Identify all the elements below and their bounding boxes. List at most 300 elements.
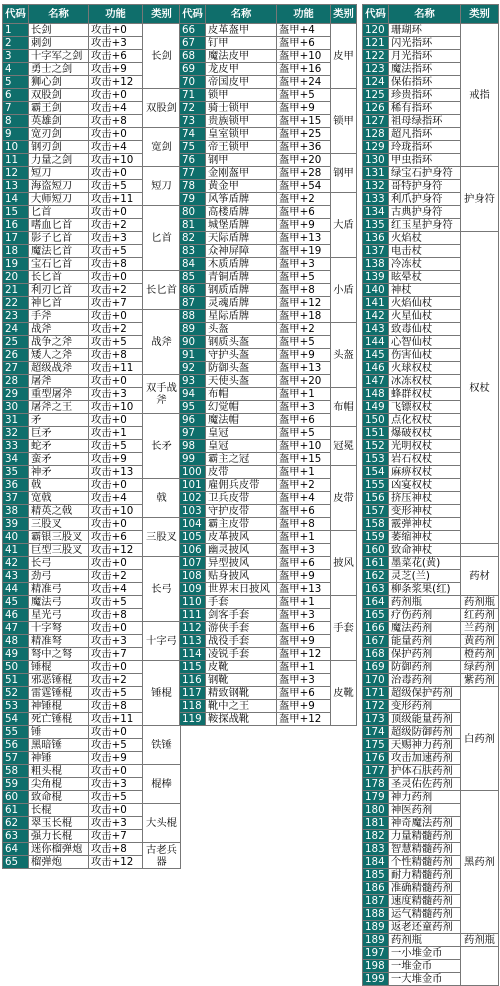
item-name: 短刀	[29, 167, 89, 180]
item-function: 盔甲+1	[277, 596, 331, 609]
category-cell: 皮带	[331, 466, 357, 531]
table-row	[180, 271, 357, 284]
category-cell: 小盾	[331, 258, 357, 323]
item-code: 81	[180, 219, 206, 232]
item-code: 174	[363, 726, 389, 739]
table-row	[180, 258, 357, 271]
table-row	[363, 791, 499, 804]
item-code: 34	[3, 453, 29, 466]
item-name: 钢靴	[206, 674, 277, 687]
item-code: 41	[3, 544, 29, 557]
category-cell: 戟	[143, 479, 181, 518]
item-code: 189	[363, 921, 389, 934]
item-code: 90	[180, 336, 206, 349]
table-row	[180, 375, 357, 388]
item-name: 皇室锁甲	[206, 128, 277, 141]
table-row	[180, 531, 357, 544]
item-name: 保护药剂	[389, 648, 461, 661]
item-name: 皮靴	[206, 661, 277, 674]
item-name: 伤害仙杖	[389, 349, 461, 362]
item-name: 守护皮带	[206, 505, 277, 518]
item-function: 盔甲+12	[277, 297, 331, 310]
item-name: 异型披风	[206, 557, 277, 570]
item-code: 96	[180, 414, 206, 427]
item-function: 盔甲+6	[277, 206, 331, 219]
item-function: 攻击+4	[89, 141, 143, 154]
misc-table	[362, 4, 499, 986]
header-function: 功能	[89, 5, 143, 24]
item-name: 青铜盾牌	[206, 271, 277, 284]
table-row	[363, 596, 499, 609]
item-name: 劲弓	[29, 570, 89, 583]
item-name: 死亡锤棍	[29, 713, 89, 726]
item-name: 重型屠斧	[29, 388, 89, 401]
item-code: 131	[363, 167, 389, 180]
item-function: 盔甲+9	[277, 570, 331, 583]
item-code: 140	[363, 284, 389, 297]
table-row	[363, 544, 499, 557]
item-code: 186	[363, 882, 389, 895]
item-function: 盔甲+12	[277, 713, 331, 726]
category-cell: 十字弓	[143, 622, 181, 661]
item-name: 保佑指环	[389, 76, 461, 89]
item-function: 盔甲+1	[277, 466, 331, 479]
item-code: 142	[363, 310, 389, 323]
item-name: 钢质头盔	[206, 336, 277, 349]
item-name: 巨型三股叉	[29, 544, 89, 557]
item-code: 150	[363, 414, 389, 427]
item-name: 手斧	[29, 310, 89, 323]
item-code: 43	[3, 570, 29, 583]
item-code: 104	[180, 518, 206, 531]
item-name: 魔法指环	[389, 63, 461, 76]
item-code: 137	[363, 245, 389, 258]
category-cell: 手套	[331, 596, 357, 661]
item-function: 盔甲+3	[277, 674, 331, 687]
item-name: 宝石匕首	[29, 258, 89, 271]
item-name: 长弓	[29, 557, 89, 570]
item-name: 一堆金币	[389, 960, 461, 973]
item-function: 盔甲+1	[277, 531, 331, 544]
item-code: 18	[3, 245, 29, 258]
item-name: 一小堆金币	[389, 947, 461, 960]
item-name: 冷冻杖	[389, 258, 461, 271]
item-code: 157	[363, 505, 389, 518]
item-name: 海盗短刀	[29, 180, 89, 193]
table-row	[3, 24, 181, 37]
item-code: 117	[180, 687, 206, 700]
item-function: 攻击+10	[89, 154, 143, 167]
item-name: 刺剑	[29, 37, 89, 50]
item-code: 171	[363, 687, 389, 700]
item-code: 79	[180, 193, 206, 206]
item-name: 雇佣兵皮带	[206, 479, 277, 492]
item-name: 高楼盾牌	[206, 206, 277, 219]
item-code: 32	[3, 427, 29, 440]
table-row	[180, 63, 357, 76]
item-name: 弩中之弩	[29, 648, 89, 661]
table-row	[180, 232, 357, 245]
table-row	[180, 284, 357, 297]
table-row	[3, 375, 181, 388]
table-row	[3, 804, 181, 817]
item-name: 黄金甲	[206, 180, 277, 193]
table-row	[180, 596, 357, 609]
item-name: 矮人之斧	[29, 349, 89, 362]
table-row	[363, 232, 499, 245]
item-name: 霸银三股叉	[29, 531, 89, 544]
item-name: 变形药剂	[389, 700, 461, 713]
item-function: 攻击+11	[89, 193, 143, 206]
category-cell: 钢甲	[331, 154, 357, 193]
item-code: 149	[363, 401, 389, 414]
item-code: 187	[363, 895, 389, 908]
item-function: 攻击+11	[89, 362, 143, 375]
item-code: 89	[180, 323, 206, 336]
item-code: 21	[3, 284, 29, 297]
item-name: 祖母绿指环	[389, 115, 461, 128]
header-code: 代码	[3, 5, 29, 24]
item-name: 巨矛	[29, 427, 89, 440]
item-function: 盔甲+6	[277, 505, 331, 518]
item-code: 64	[3, 843, 29, 856]
item-name: 幻觉帽	[206, 401, 277, 414]
item-function: 盔甲+3	[277, 609, 331, 622]
item-name: 攻击加速药剂	[389, 752, 461, 765]
item-function: 攻击+0	[89, 726, 143, 739]
item-function: 盔甲+2	[277, 193, 331, 206]
header-name: 名称	[206, 5, 277, 24]
item-function: 攻击+2	[89, 284, 143, 297]
item-code: 152	[363, 440, 389, 453]
item-function: 攻击+13	[89, 466, 143, 479]
item-name: 矛	[29, 414, 89, 427]
item-function: 攻击+2	[89, 219, 143, 232]
item-name: 影子匕首	[29, 232, 89, 245]
item-name: 光明权杖	[389, 440, 461, 453]
item-name: 凶宴权杖	[389, 479, 461, 492]
item-code: 4	[3, 63, 29, 76]
category-cell: 皮靴	[331, 661, 357, 726]
item-function: 盔甲+5	[277, 336, 331, 349]
table-row	[363, 687, 499, 700]
item-function: 攻击+7	[89, 297, 143, 310]
item-function: 盔甲+10	[277, 440, 331, 453]
item-code: 107	[180, 557, 206, 570]
item-name: 贵族锁甲	[206, 115, 277, 128]
item-code: 75	[180, 141, 206, 154]
item-function: 盔甲+5	[277, 427, 331, 440]
item-function: 攻击+6	[89, 531, 143, 544]
item-name: 魔法弓	[29, 596, 89, 609]
item-code: 147	[363, 375, 389, 388]
item-code: 102	[180, 492, 206, 505]
item-code: 170	[363, 674, 389, 687]
item-code: 93	[180, 375, 206, 388]
item-name: 甲虫指环	[389, 154, 461, 167]
table-row	[3, 271, 181, 284]
category-cell	[461, 544, 499, 557]
item-function: 盔甲+3	[277, 544, 331, 557]
header-category: 类别	[143, 5, 181, 24]
item-name: 邪恶锤棍	[29, 674, 89, 687]
item-code: 108	[180, 570, 206, 583]
item-function: 盔甲+6	[277, 622, 331, 635]
item-function: 盔甲+13	[277, 232, 331, 245]
item-code: 51	[3, 674, 29, 687]
category-cell: 披风	[331, 531, 357, 596]
item-function: 攻击+0	[89, 661, 143, 674]
table-row	[180, 544, 357, 557]
item-function: 攻击+1	[89, 427, 143, 440]
table-row	[180, 609, 357, 622]
category-cell: 白药剂	[461, 687, 499, 791]
item-name: 药剂瓶	[389, 934, 461, 947]
item-code: 169	[363, 661, 389, 674]
item-code: 135	[363, 219, 389, 232]
item-code: 42	[3, 557, 29, 570]
item-function: 盔甲+12	[277, 648, 331, 661]
item-function: 盔甲+19	[277, 245, 331, 258]
item-name: 岩石权杖	[389, 453, 461, 466]
item-name: 城堡盾牌	[206, 219, 277, 232]
item-function: 攻击+4	[89, 102, 143, 115]
item-code: 66	[180, 24, 206, 37]
item-name: 长剑	[29, 24, 89, 37]
item-code: 57	[3, 752, 29, 765]
item-name: 飞镖权杖	[389, 401, 461, 414]
table-row	[180, 674, 357, 687]
item-function: 攻击+12	[89, 856, 143, 869]
table-row	[180, 206, 357, 219]
table-row	[363, 947, 499, 960]
table-row	[3, 557, 181, 570]
item-function: 攻击+3	[89, 635, 143, 648]
item-function: 攻击+0	[89, 310, 143, 323]
category-cell: 黑药剂	[461, 791, 499, 934]
item-code: 172	[363, 700, 389, 713]
item-code: 54	[3, 713, 29, 726]
item-code: 183	[363, 843, 389, 856]
item-name: 榴弹炮	[29, 856, 89, 869]
item-code: 184	[363, 856, 389, 869]
item-name: 超级防御药剂	[389, 726, 461, 739]
table-row	[180, 50, 357, 63]
item-name: 头盔	[206, 323, 277, 336]
table-row	[3, 765, 181, 778]
item-code: 37	[3, 492, 29, 505]
header-name: 名称	[389, 5, 461, 24]
table-row	[180, 453, 357, 466]
item-function: 盔甲+5	[277, 271, 331, 284]
item-name: 皮带	[206, 466, 277, 479]
item-code: 15	[3, 206, 29, 219]
item-name: 萎缩神杖	[389, 531, 461, 544]
item-code: 165	[363, 609, 389, 622]
item-name: 天赐神力药剂	[389, 739, 461, 752]
table-row	[180, 219, 357, 232]
item-code: 198	[363, 960, 389, 973]
item-name: 大师短刀	[29, 193, 89, 206]
table-row	[180, 167, 357, 180]
item-function: 攻击+10	[89, 401, 143, 414]
item-name: 三股叉	[29, 518, 89, 531]
item-function: 盔甲+1	[277, 388, 331, 401]
item-code: 161	[363, 557, 389, 570]
category-cell: 长剑	[143, 24, 181, 89]
item-name: 力量精髓药剂	[389, 830, 461, 843]
item-code: 58	[3, 765, 29, 778]
item-name: 皇冠	[206, 440, 277, 453]
item-name: 锤	[29, 726, 89, 739]
item-name: 绿宝石护身符	[389, 167, 461, 180]
item-function: 盔甲+2	[277, 479, 331, 492]
item-code: 148	[363, 388, 389, 401]
item-function: 盔甲+9	[277, 219, 331, 232]
table-row	[180, 401, 357, 414]
item-code: 188	[363, 908, 389, 921]
item-name: 屠斧之王	[29, 401, 89, 414]
item-function: 盔甲+8	[277, 518, 331, 531]
table-row	[180, 193, 357, 206]
item-code: 63	[3, 830, 29, 843]
item-code: 127	[363, 115, 389, 128]
table-row	[180, 414, 357, 427]
item-name: 精准弩	[29, 635, 89, 648]
item-code: 128	[363, 128, 389, 141]
item-name: 风筝盾牌	[206, 193, 277, 206]
table-row	[180, 505, 357, 518]
item-code: 100	[180, 466, 206, 479]
item-code: 97	[180, 427, 206, 440]
item-name: 魔法药剂	[389, 622, 461, 635]
item-code: 141	[363, 297, 389, 310]
category-cell: 长矛	[143, 414, 181, 479]
item-name: 蛇矛	[29, 440, 89, 453]
item-code: 85	[180, 271, 206, 284]
item-name: 霸主之冠	[206, 453, 277, 466]
item-function: 盔甲+20	[277, 375, 331, 388]
item-code: 31	[3, 414, 29, 427]
item-code: 130	[363, 154, 389, 167]
item-name: 星光弓	[29, 609, 89, 622]
item-name: 帝王锁甲	[206, 141, 277, 154]
item-name: 神杖	[389, 284, 461, 297]
item-name: 哥特护身符	[389, 180, 461, 193]
category-cell: 大头棍	[143, 804, 181, 843]
item-function: 盔甲+4	[277, 24, 331, 37]
category-cell: 布帽	[331, 388, 357, 427]
category-cell: 兰药剂	[461, 622, 499, 635]
item-code: 46	[3, 609, 29, 622]
item-function: 攻击+3	[89, 817, 143, 830]
item-code: 125	[363, 89, 389, 102]
item-code: 67	[180, 37, 206, 50]
item-code: 132	[363, 180, 389, 193]
item-name: 木质盾牌	[206, 258, 277, 271]
table-row	[3, 414, 181, 427]
item-name: 幽灵披风	[206, 544, 277, 557]
table-row	[180, 154, 357, 167]
item-name: 防御药剂	[389, 661, 461, 674]
table-row	[180, 583, 357, 596]
item-code: 106	[180, 544, 206, 557]
item-code: 105	[180, 531, 206, 544]
item-function: 攻击+0	[89, 271, 143, 284]
table-row	[180, 245, 357, 258]
armor-table	[179, 4, 357, 726]
item-name: 超级战斧	[29, 362, 89, 375]
item-code: 94	[180, 388, 206, 401]
item-name: 精准弓	[29, 583, 89, 596]
item-function: 攻击+11	[89, 713, 143, 726]
table-row	[180, 427, 357, 440]
category-cell: 护身符	[461, 167, 499, 232]
item-code: 86	[180, 284, 206, 297]
item-code: 156	[363, 492, 389, 505]
item-name: 战争之斧	[29, 336, 89, 349]
item-name: 红玉星护身符	[389, 219, 461, 232]
item-code: 151	[363, 427, 389, 440]
item-code: 160	[363, 544, 389, 557]
item-name: 神力药剂	[389, 791, 461, 804]
item-name: 英雄剑	[29, 115, 89, 128]
item-name: 强力长棍	[29, 830, 89, 843]
item-name: 骑士锁甲	[206, 102, 277, 115]
category-cell: 药剂瓶	[461, 934, 499, 947]
item-function: 盔甲+1	[277, 661, 331, 674]
item-name: 灵芝(兰)	[389, 570, 461, 583]
table-row	[180, 24, 357, 37]
item-code: 62	[3, 817, 29, 830]
item-code: 182	[363, 830, 389, 843]
item-name: 宽戟	[29, 492, 89, 505]
item-code: 87	[180, 297, 206, 310]
item-name: 迷你榴弹炮	[29, 843, 89, 856]
category-cell: 冠冕	[331, 427, 357, 466]
item-code: 48	[3, 635, 29, 648]
item-code: 40	[3, 531, 29, 544]
category-cell: 古老兵器	[143, 843, 181, 869]
item-name: 皇冠	[206, 427, 277, 440]
item-name: 皮革披风	[206, 531, 277, 544]
item-code: 24	[3, 323, 29, 336]
item-name: 月光指环	[389, 50, 461, 63]
item-code: 177	[363, 765, 389, 778]
item-code: 25	[3, 336, 29, 349]
item-code: 181	[363, 817, 389, 830]
table-row	[3, 479, 181, 492]
item-code: 139	[363, 271, 389, 284]
item-code: 120	[363, 24, 389, 37]
item-code: 145	[363, 349, 389, 362]
item-name: 能量药剂	[389, 635, 461, 648]
category-cell: 皮甲	[331, 24, 357, 89]
item-code: 109	[180, 583, 206, 596]
item-name: 靴中之王	[206, 700, 277, 713]
item-function: 盔甲+5	[277, 89, 331, 102]
item-code: 53	[3, 700, 29, 713]
table-row	[3, 128, 181, 141]
item-name: 圣灵佑佐药剂	[389, 778, 461, 791]
item-name: 个性精髓药剂	[389, 856, 461, 869]
item-name: 十字军之剑	[29, 50, 89, 63]
item-name: 锤棍	[29, 661, 89, 674]
category-cell: 匕首	[143, 206, 181, 271]
item-function: 盔甲+6	[277, 414, 331, 427]
header-category: 类别	[331, 5, 357, 24]
item-code: 199	[363, 973, 389, 986]
